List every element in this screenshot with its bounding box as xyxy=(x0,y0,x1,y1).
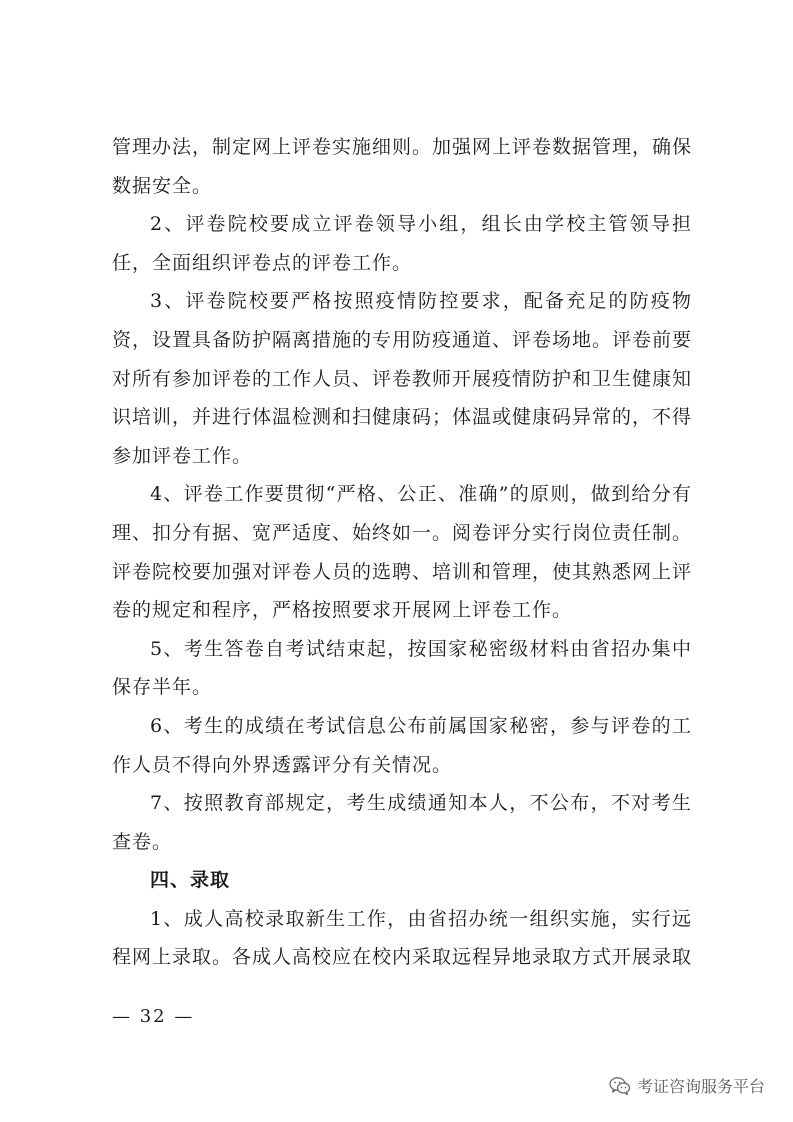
watermark-text: 考证咨询服务平台 xyxy=(636,1077,765,1096)
paragraph-1: 管理办法，制定网上评卷实施细则。加强网上评卷数据管理，确保数据安全。 xyxy=(112,136,693,197)
page-number: — 32 — xyxy=(112,1006,195,1027)
section-heading: 四、录取 xyxy=(150,869,231,892)
paragraph-5: 5、考生答卷自考试结束起，按国家秘密级材料由省招办集中保存半年。 xyxy=(112,637,692,699)
paragraph-6: 6、考生的成绩在考试信息公布前属国家秘密，参与评卷的工作人员不得向外界透露评分有关情况。 xyxy=(112,714,692,776)
paragraph-2: 2、评卷院校要成立评卷领导小组，组长由学校主管领导担任，全面组织评卷点的评卷工作。 xyxy=(112,213,692,274)
paragraph-4: 4、评卷工作要贯彻“严格、公正、准确”的原则，做到给分有理、扣分有据、宽严适度、始终如一。阅卷评分实行岗位责任制。评卷院校要加强对评卷人员的选聘、培训和管理，使其熟悉网上评卷的规定和程序，严格按照要求开展网上评卷工作。 xyxy=(112,483,693,622)
watermark xyxy=(609,1074,765,1097)
paragraph-8: 1、成人高校录取新生工作，由省招办统一组织实施，实行远程网上录取。各成人高校应在校内采取远程异地录取方式开展录取 xyxy=(112,907,693,969)
document-body xyxy=(112,128,692,977)
paragraph-7: 7、按照教育部规定，考生成绩通知本人，不公布，不对考生查卷。 xyxy=(112,792,692,853)
paragraph-3: 3、评卷院校要严格按照疫情防控要求，配备充足的防疫物资，设置具备防护隔离措施的专用防疫通道、评卷场地。评卷前要对所有参加评卷的工作人员、评卷教师开展疫情防护和卫生健康知识培训，并进行体温检测和扫健康码；体温或健康码异常的，不得参加评卷工作。 xyxy=(112,290,693,467)
wechat-icon xyxy=(609,1076,631,1096)
